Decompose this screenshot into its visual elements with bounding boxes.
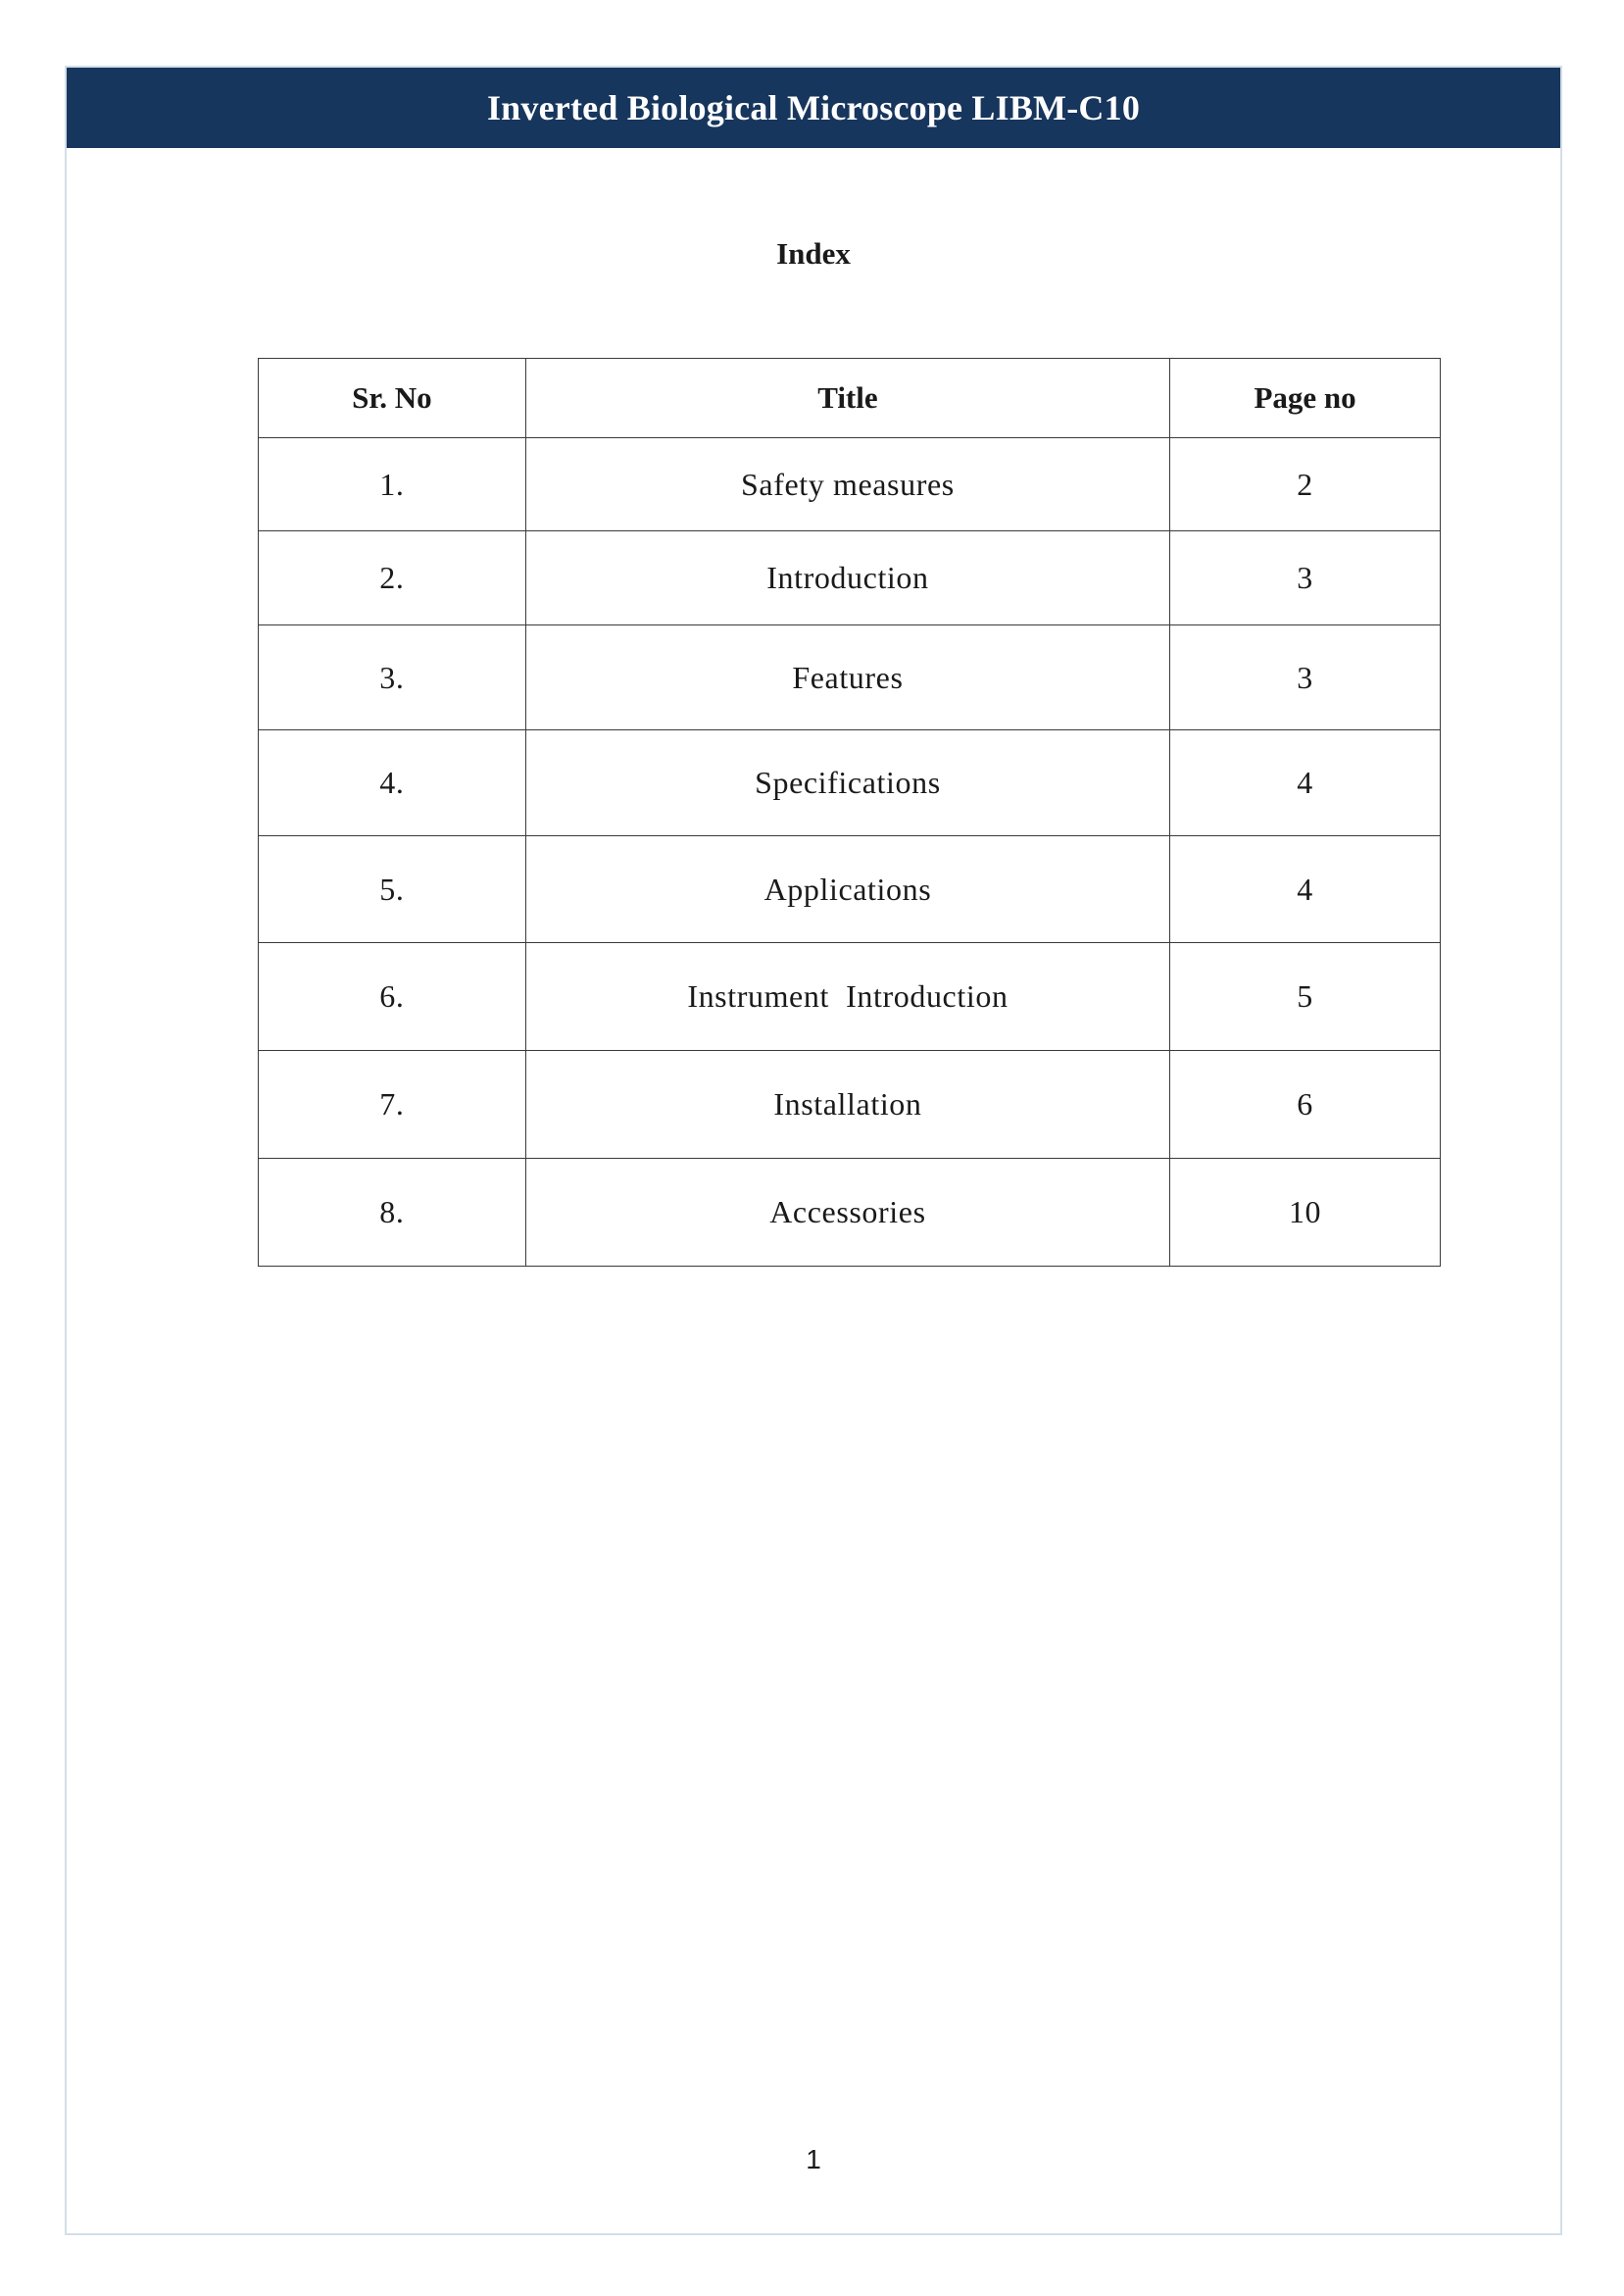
header-page-no: Page no xyxy=(1170,359,1441,438)
row-sr-no: 5. xyxy=(259,836,526,943)
row-title: Installation xyxy=(525,1051,1169,1159)
row-sr-no: 1. xyxy=(259,438,526,531)
table-row xyxy=(259,943,1441,1051)
row-page-no: 2 xyxy=(1170,438,1441,531)
row-sr-no: 3. xyxy=(259,625,526,730)
row-page-no: 3 xyxy=(1170,625,1441,730)
index-heading: Index xyxy=(776,236,851,271)
row-title: Specifications xyxy=(525,730,1169,836)
header-sr-no: Sr. No xyxy=(259,359,526,438)
page-frame xyxy=(65,66,1562,2235)
row-page-no: 6 xyxy=(1170,1051,1441,1159)
table-header-row xyxy=(259,359,1441,438)
table-row xyxy=(259,1159,1441,1267)
row-page-no: 4 xyxy=(1170,836,1441,943)
row-title: Applications xyxy=(525,836,1169,943)
row-sr-no: 2. xyxy=(259,531,526,625)
table-row xyxy=(259,625,1441,730)
table-row xyxy=(259,1051,1441,1159)
row-page-no: 5 xyxy=(1170,943,1441,1051)
table-row xyxy=(259,730,1441,836)
row-title: Features xyxy=(525,625,1169,730)
header-title: Title xyxy=(525,359,1169,438)
page-number: 1 xyxy=(806,2144,821,2174)
header-bar xyxy=(67,68,1560,148)
row-title: Introduction xyxy=(525,531,1169,625)
index-table xyxy=(258,358,1441,1267)
row-title: Safety measures xyxy=(525,438,1169,531)
document-title: Inverted Biological Microscope LIBM-C10 xyxy=(486,88,1141,127)
table-row xyxy=(259,836,1441,943)
row-title: Accessories xyxy=(525,1159,1169,1267)
table-row xyxy=(259,531,1441,625)
table-row xyxy=(259,438,1441,531)
row-title: Instrument Introduction xyxy=(525,943,1169,1051)
row-page-no: 3 xyxy=(1170,531,1441,625)
row-sr-no: 4. xyxy=(259,730,526,836)
row-sr-no: 7. xyxy=(259,1051,526,1159)
row-page-no: 4 xyxy=(1170,730,1441,836)
row-sr-no: 8. xyxy=(259,1159,526,1267)
row-page-no: 10 xyxy=(1170,1159,1441,1267)
row-sr-no: 6. xyxy=(259,943,526,1051)
